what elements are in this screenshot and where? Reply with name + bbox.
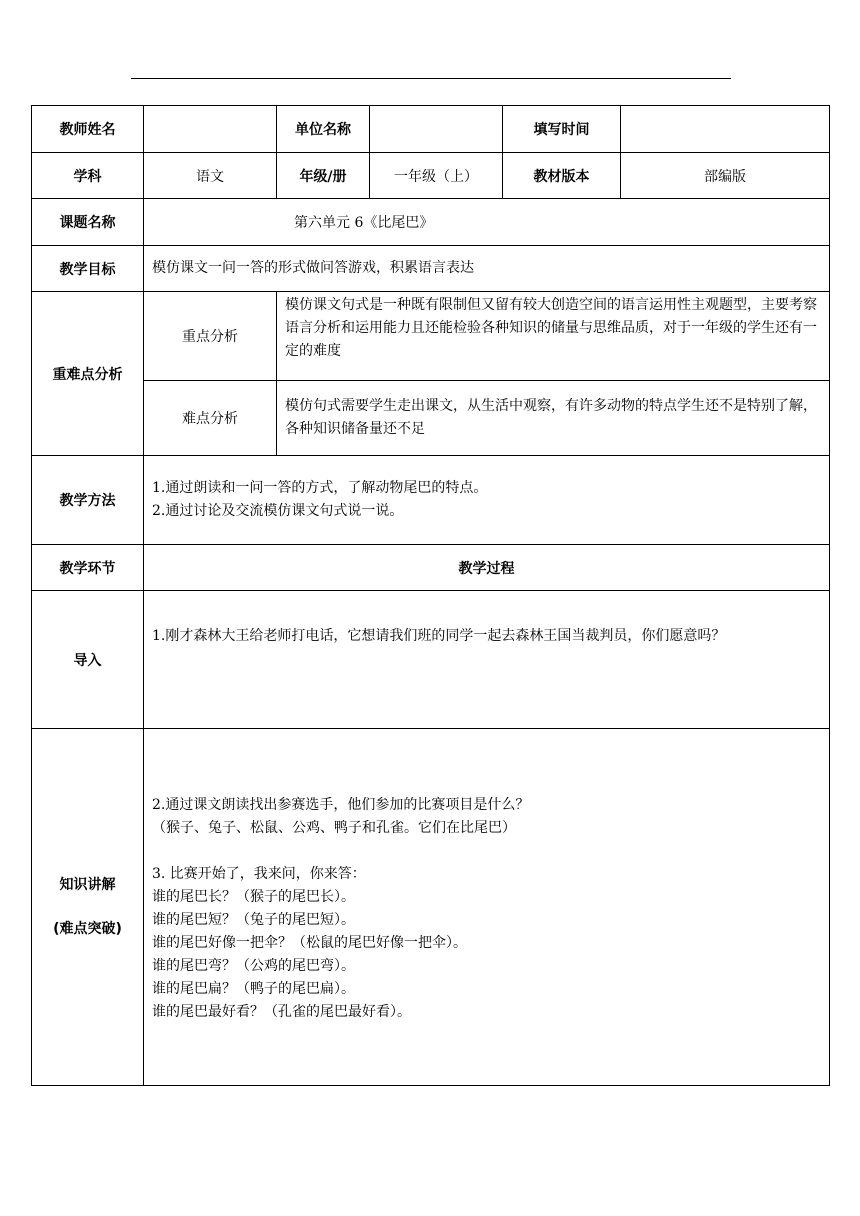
row-teacher-info: [32, 106, 830, 153]
row-intro: [32, 591, 830, 729]
qa-line: 谁的尾巴扁？（鸭子的尾巴扁）。: [152, 981, 355, 997]
edition-label: 教材版本: [503, 153, 621, 199]
question-2: 2.通过课文朗读找出参赛选手，他们参加的比赛项目是什么？: [152, 797, 530, 813]
lesson-plan-table: [31, 105, 829, 1086]
grade-value: 一年级（上）: [370, 153, 503, 199]
row-knowledge: [32, 729, 830, 1086]
intro-label: 导入: [32, 591, 144, 729]
question-3: 3. 比赛开始了，我来问，你来答：: [152, 866, 366, 882]
qa-line: 谁的尾巴弯？（公鸡的尾巴弯）。: [152, 958, 355, 974]
teaching-goal-value: 模仿课文一问一答的形式做问答游戏，积累语言表达: [144, 246, 830, 292]
row-subject-info: [32, 153, 830, 199]
fill-time-value: [621, 106, 830, 153]
row-difficult-analysis: [32, 381, 830, 456]
grade-label: 年级/册: [277, 153, 370, 199]
header-rule: [131, 78, 731, 79]
knowledge-label-line2: (难点突破): [53, 921, 122, 937]
qa-line: 谁的尾巴最好看？（孔雀的尾巴最好看）。: [152, 1004, 411, 1020]
qa-line: 谁的尾巴短？（兔子的尾巴短）。: [152, 912, 355, 928]
row-teaching-method: [32, 456, 830, 545]
analysis-label: 重难点分析: [32, 292, 144, 456]
knowledge-content: [144, 729, 830, 1086]
teaching-stage-header: 教学环节: [32, 545, 144, 591]
edition-value: 部编版: [621, 153, 830, 199]
difficult-analysis-text: 模仿句式需要学生走出课文，从生活中观察，有许多动物的特点学生还不是特别了解，各种知识储备量还不足: [277, 381, 830, 456]
key-analysis-text: 模仿课文句式是一种既有限制但又留有较大创造空间的语言运用性主观题型，主要考察语言分析和运用能力且还能检验各种知识的储量与思维品质，对于一年级的学生还有一定的难度: [277, 292, 830, 381]
question-2-answer: （猴子、兔子、松鼠、公鸡、鸭子和孔雀。它们在比尾巴）: [152, 820, 516, 836]
teacher-name-value: [144, 106, 277, 153]
subject-label: 学科: [32, 153, 144, 199]
course-title-label: 课题名称: [32, 199, 144, 246]
knowledge-label: [32, 729, 144, 1086]
teaching-method-label: 教学方法: [32, 456, 144, 545]
teaching-method-list: [144, 456, 830, 545]
difficult-analysis-label: 难点分析: [144, 381, 277, 456]
row-process-header: [32, 545, 830, 591]
row-key-analysis: [32, 292, 830, 381]
teaching-process-header: 教学过程: [144, 545, 830, 591]
row-teaching-goal: [32, 246, 830, 292]
course-title-value: 第六单元 6《比尾巴》: [144, 199, 830, 246]
row-course-title: [32, 199, 830, 246]
method-item: 2.通过讨论及交流模仿课文句式说一说。: [152, 503, 404, 519]
qa-line: 谁的尾巴长？（猴子的尾巴长）。: [152, 889, 355, 905]
qa-line: 谁的尾巴好像一把伞？（松鼠的尾巴好像一把伞）。: [152, 935, 467, 951]
teacher-name-label: 教师姓名: [32, 106, 144, 153]
key-analysis-label: 重点分析: [144, 292, 277, 381]
unit-name-value: [370, 106, 503, 153]
subject-value: 语文: [144, 153, 277, 199]
knowledge-label-line1: 知识讲解: [59, 877, 116, 893]
teaching-goal-label: 教学目标: [32, 246, 144, 292]
unit-name-label: 单位名称: [277, 106, 370, 153]
method-item: 1.通过朗读和一问一答的方式，了解动物尾巴的特点。: [152, 480, 488, 496]
fill-time-label: 填写时间: [503, 106, 621, 153]
intro-text: 1.刚才森林大王给老师打电话，它想请我们班的同学一起去森林王国当裁判员，你们愿意吗？: [144, 591, 830, 729]
